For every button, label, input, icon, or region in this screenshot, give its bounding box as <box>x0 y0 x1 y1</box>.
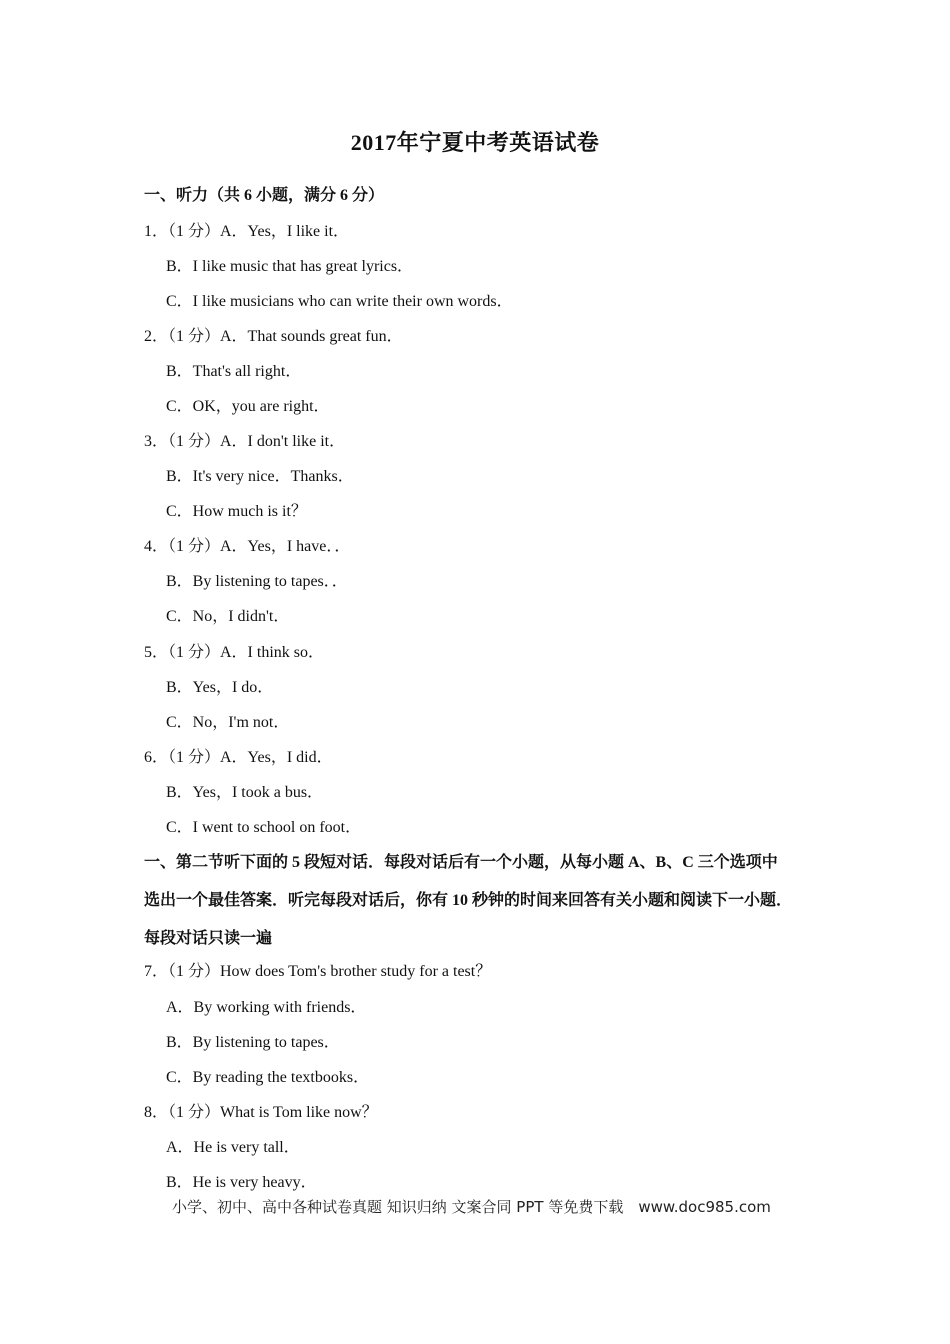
q5-stem: 5．（1 分）A．I think so． <box>144 644 325 661</box>
q6-option-b: B．Yes，I took a bus． <box>166 784 324 801</box>
q6-option-c: C．I went to school on foot． <box>166 819 362 836</box>
q7-option-b: B．By listening to tapes． <box>166 1034 340 1051</box>
section1-heading: 一、听力（共 6 小题，满分 6 分） <box>144 187 385 204</box>
q4-option-c: C．No，I didn't． <box>166 608 290 625</box>
q7-option-a: A．By working with friends． <box>166 999 367 1016</box>
q1-option-b: B．I like music that has great lyrics． <box>166 258 414 275</box>
section2-heading-line-2: 选出一个最佳答案．听完每段对话后，你有 10 秒钟的时间来回答有关小题和阅读下一小题． <box>144 892 793 909</box>
q1-stem: 1．（1 分）A．Yes，I like it． <box>144 223 350 240</box>
q2-stem: 2．（1 分）A．That sounds great fun． <box>144 328 403 345</box>
section2-heading-line-1: 一、第二节听下面的 5 段短对话．每段对话后有一个小题，从每小题 A、B、C 三个选项中 <box>144 854 778 871</box>
page-title: 2017年宁夏中考英语试卷 <box>350 130 600 155</box>
q8-option-a: A．He is very tall． <box>166 1139 300 1156</box>
q4-option-b: B．By listening to tapes．． <box>166 573 348 590</box>
q2-option-c: C．OK，you are right． <box>166 398 330 415</box>
q5-option-c: C．No，I'm not． <box>166 714 290 731</box>
q2-option-b: B．That's all right． <box>166 363 302 380</box>
q8-option-b: B．He is very heavy． <box>166 1174 317 1191</box>
q5-option-b: B．Yes，I do． <box>166 679 274 696</box>
q3-option-c: C．How much is it？ <box>166 503 307 520</box>
q3-stem: 3．（1 分）A．I don't like it． <box>144 433 346 450</box>
q7-option-c: C．By reading the textbooks． <box>166 1069 370 1086</box>
q8-stem: 8．（1 分）What is Tom like now？ <box>144 1104 378 1121</box>
section2-heading-line-3: 每段对话只读一遍 <box>144 930 273 947</box>
q6-stem: 6．（1 分）A．Yes，I did． <box>144 749 333 766</box>
q1-option-c: C．I like musicians who can write their own words． <box>166 293 513 310</box>
footer-text: 小学、初中、高中各种试卷真题 知识归纳 文案合同 PPT 等免费下载 www.doc985.com <box>172 1198 771 1216</box>
q7-stem: 7．（1 分）How does Tom's brother study for a test？ <box>144 963 492 980</box>
q3-option-b: B．It's very nice．Thanks． <box>166 468 354 485</box>
q4-stem: 4．（1 分）A．Yes，I have．． <box>144 538 351 555</box>
